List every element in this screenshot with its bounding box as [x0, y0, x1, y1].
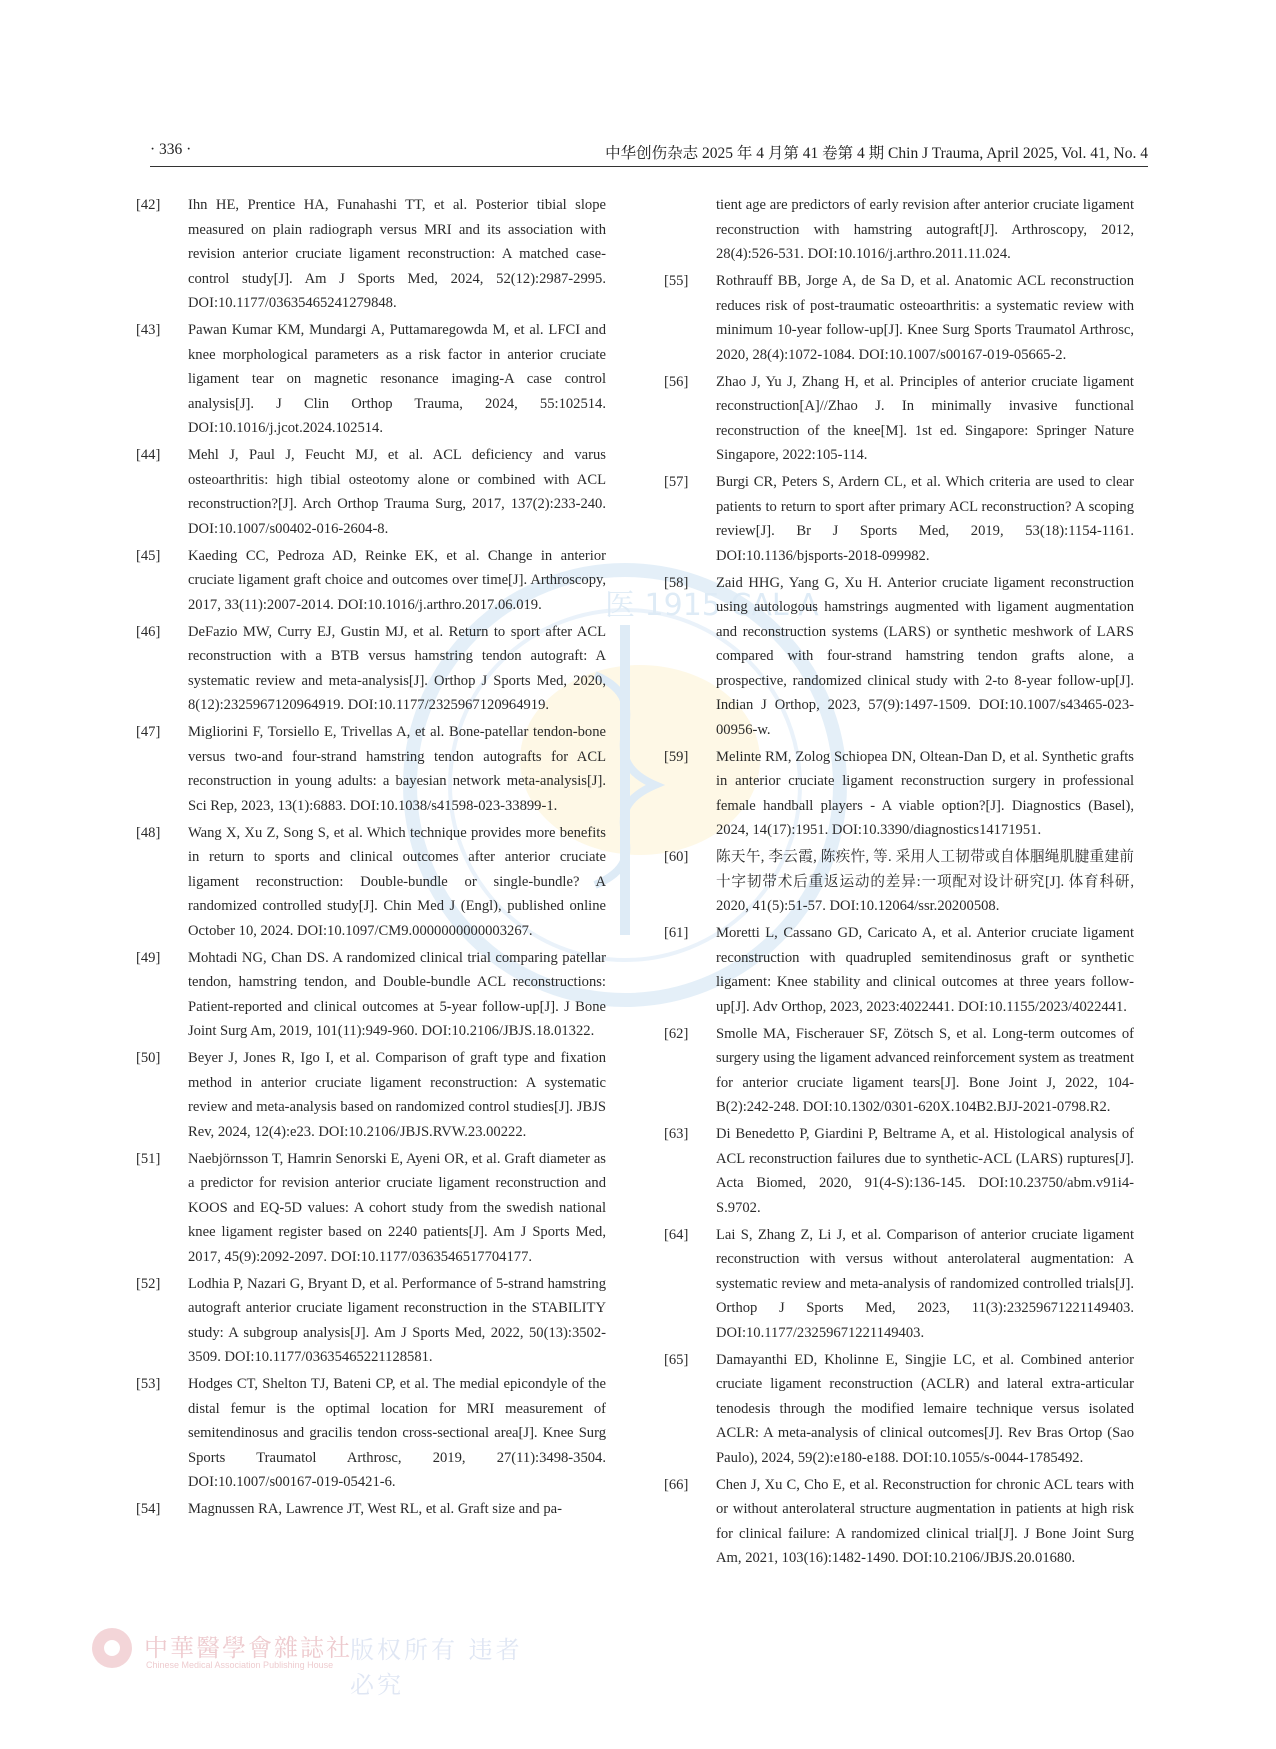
reference-number: [52] — [136, 1275, 161, 1292]
reference-text: Naebjörnsson T, Hamrin Senorski E, Ayeni OR, et al. Graft diameter as a predictor for revision anterior cruciate ligament reconstruction and KOOS and EQ-5D values: A cohort study from the swedish national knee ligament register based on 2240 patients[J]. Am J Sports Med, 2017, 45(9):2092-2097. DOI:10.1177/0363546517704177. — [188, 1150, 606, 1265]
reference-number: [53] — [136, 1376, 161, 1392]
reference-text: Smolle MA, Fischerauer SF, Zötsch S, et al. Long-term outcomes of surgery using the ligament advanced reinforcement system as treatment for anterior cruciate ligament tears[J]. Bone Joint J, 2022, 104-B(2):242-248. DOI:10.1302/0301-620X.104B2.BJJ-2021-0798.R2. — [716, 1025, 1134, 1115]
reference-text: Pawan Kumar KM, Mundargi A, Puttamaregowda M, et al. LFCI and knee morphological parameters as a risk factor in anterior cruciate ligament tear on magnetic resonance imaging-A case control analysis[J]. J Clin Orthop Trauma, 2024, 55:102514. DOI:10.1016/j.jcot.2024.102514. — [188, 322, 606, 436]
reference-text: Moretti L, Cassano GD, Caricato A, et al. Anterior cruciate ligament reconstruction with quadrupled semitendinosus graft or synthetic ligament: Knee stability and clinical outcomes at three years follow-up[J]. Adv Orthop, 2023, 2023:4022441. DOI:10.1155/2023/4022441. — [716, 925, 1134, 1015]
reference-text: Mehl J, Paul J, Feucht MJ, et al. ACL deficiency and varus osteoarthritis: high tibial osteotomy alone or combined with ACL reconstruction?[J]. Arch Orthop Trauma Surg, 2017, 137(2):233-240. DOI:10.1007/s00402-016-2604-8. — [188, 447, 606, 537]
reference-number: [61] — [664, 925, 689, 941]
reference-text: Damayanthi ED, Kholinne E, Singjie LC, et al. Combined anterior cruciate ligament reconstruction (ACLR) and lateral extra-articular tenodesis through the modified lemaire technique versus isolated ACLR: A meta-analysis of clinical outcomes[J]. Rev Bras Ortop (Sao Paulo), 2024, 59(2):e180-e188. DOI:10.1055/s-0044-1785492. — [716, 1351, 1134, 1466]
reference-number: [62] — [664, 1025, 689, 1042]
reference-item — [136, 1272, 606, 1370]
reference-item — [136, 443, 606, 541]
reference-item — [664, 269, 1134, 367]
page-number: · 336 · — [150, 141, 192, 158]
reference-item — [136, 1497, 606, 1522]
reference-number: [55] — [664, 273, 689, 289]
reference-item — [136, 1147, 606, 1270]
reference-number: [51] — [136, 1150, 161, 1167]
reference-item — [664, 470, 1134, 568]
reference-text: Rothrauff BB, Jorge A, de Sa D, et al. Anatomic ACL reconstruction reduces risk of post-traumatic osteoarthritis: a systematic review with minimum 10-year follow-up[J]. Knee Surg Sports Traumatol Arthrosc, 2020, 28(4):1072-1084. DOI:10.1007/s00167-019-05665-2. — [716, 273, 1134, 363]
seal-text: 医 1915 CAL A — [605, 588, 819, 623]
reference-text: Burgi CR, Peters S, Ardern CL, et al. Which criteria are used to clear patients to return to sport after primary ACL reconstruction? A scoping review[J]. Br J Sports Med, 2019, 53(18):1154-1161. DOI:10.1136/bjsports-2018-099982. — [716, 474, 1134, 564]
reference-number: [45] — [136, 547, 161, 564]
reference-item — [664, 745, 1134, 843]
reference-item — [136, 720, 606, 818]
reference-number: [60] — [664, 849, 689, 865]
reference-item — [136, 946, 606, 1044]
reference-item — [136, 318, 606, 441]
reference-number: [65] — [664, 1351, 689, 1368]
reference-number: [66] — [664, 1476, 689, 1493]
reference-item — [136, 620, 606, 718]
reference-text: Zhao J, Yu J, Zhang H, et al. Principles of anterior cruciate ligament reconstruction[A]//Zhao J. In minimally invasive functional reconstruction of the knee[M]. 1st ed. Singapore: Springer Nature Singapore, 2022:105-114. — [716, 373, 1134, 463]
reference-text: Migliorini F, Torsiello E, Trivellas A, et al. Bone-patellar tendon-bone versus two-and four-strand hamstring tendon autografts for ACL reconstruction in young adults: a bayesian network meta-analysis[J]. Sci Rep, 2023, 13(1):6883. DOI:10.1038/s41598-023-33899-1. — [188, 724, 606, 814]
reference-item — [664, 1022, 1134, 1120]
reference-text: Kaeding CC, Pedroza AD, Reinke EK, et al. Change in anterior cruciate ligament graft choice and outcomes over time[J]. Arthroscopy, 2017, 33(11):2007-2014. DOI:10.1016/j.arthro.2017.06.019. — [188, 547, 606, 613]
header-rule — [150, 166, 1148, 167]
reference-text: Ihn HE, Prentice HA, Funahashi TT, et al. Posterior tibial slope measured on plain radiograph versus MRI and its association with revision anterior cruciate ligament reconstruction: A matched case-control study[J]. Am J Sports Med, 2024, 52(12):2987-2995. DOI:10.1177/03635465241279848. — [188, 197, 606, 311]
flower-logo-icon — [88, 1624, 136, 1672]
reference-number: [49] — [136, 949, 161, 966]
reference-number: [58] — [664, 574, 689, 591]
publisher-logo-watermark — [88, 1624, 548, 1699]
reference-item — [664, 921, 1134, 1019]
reference-item — [664, 370, 1134, 468]
reference-text: Lodhia P, Nazari G, Bryant D, et al. Performance of 5-strand hamstring autograft anterior cruciate ligament reconstruction in the STABILITY study: A subgroup analysis[J]. Am J Sports Med, 2022, 50(13):3502-3509. DOI:10.1177/03635465221128581. — [188, 1275, 606, 1365]
reference-number: [42] — [136, 197, 161, 213]
reference-text: Magnussen RA, Lawrence JT, West RL, et al. Graft size and pa- — [188, 1501, 562, 1517]
reference-item — [664, 1473, 1134, 1571]
reference-item — [664, 845, 1134, 919]
reference-item — [664, 571, 1134, 743]
reference-number: [56] — [664, 373, 689, 390]
journal-citation: 中华创伤杂志 2025 年 4 月第 41 卷第 4 期 Chin J Trauma, April 2025, Vol. 41, No. 4 — [605, 145, 1148, 162]
copyright-notice: 版权所有 违者必究 — [350, 1636, 523, 1699]
reference-column-left — [136, 193, 606, 1524]
reference-item — [136, 544, 606, 618]
reference-text: DeFazio MW, Curry EJ, Gustin MJ, et al. Return to sport after ACL reconstruction with a BTB versus hamstring tendon autograft: A systematic review and meta-analysis[J]. Orthop J Sports Med, 2020, 8(12):2325967120964919. DOI:10.1177/2325967120964919. — [188, 623, 606, 713]
reference-item — [136, 1046, 606, 1144]
reference-item — [664, 1348, 1134, 1471]
reference-number: [57] — [664, 474, 689, 490]
reference-number: [48] — [136, 824, 161, 841]
reference-text: 陈天午, 李云霞, 陈疾忤, 等. 采用人工韧带或自体腘绳肌腱重建前十字韧带术后重返运动的差异:一项配对设计研究[J]. 体育科研, 2020, 41(5):51-57. DOI:10.12064/ssr.20200508. — [716, 849, 1134, 914]
reference-number: [47] — [136, 724, 161, 740]
reference-item — [136, 193, 606, 316]
reference-number: [59] — [664, 748, 689, 765]
reference-number: [43] — [136, 322, 161, 338]
reference-number: [44] — [136, 447, 161, 463]
publisher-name-en: Chinese Medical Association Publishing House — [146, 1660, 334, 1670]
reference-column-right — [664, 193, 1134, 1573]
reference-text: Wang X, Xu Z, Song S, et al. Which technique provides more benefits in return to sports and clinical outcomes after anterior cruciate ligament reconstruction: Double-bundle or single-bundle? A randomized controlled study[J]. Chin Med J (Engl), published online October 10, 2024. DOI:10.1097/CM9.0000000000003267. — [188, 824, 606, 939]
reference-text: Di Benedetto P, Giardini P, Beltrame A, et al. Histological analysis of ACL reconstruction failures due to synthetic-ACL (LARS) ruptures[J]. Acta Biomed, 2020, 91(4-S):136-145. DOI:10.23750/abm.v91i4-S.9702. — [716, 1126, 1134, 1216]
reference-text: Mohtadi NG, Chan DS. A randomized clinical trial comparing patellar tendon, hamstring tendon, and Double-bundle ACL reconstructions: Patient-reported and clinical outcomes at 5-year follow-up[J]. J Bone Joint Surg Am, 2019, 101(11):949-960. DOI:10.2106/JBJS.18.01322. — [188, 949, 606, 1039]
reference-number: [54] — [136, 1501, 161, 1517]
reference-number: [64] — [664, 1226, 689, 1243]
reference-item — [136, 821, 606, 944]
reference-text: Hodges CT, Shelton TJ, Bateni CP, et al. The medial epicondyle of the distal femur is the optimal location for MRI measurement of semitendinosus and gracilis tendon cross-sectional area[J]. Knee Surg Sports Traumatol Arthrosc, 2019, 27(11):3498-3504. DOI:10.1007/s00167-019-05421-6. — [188, 1376, 606, 1490]
reference-item — [664, 1122, 1134, 1220]
publisher-name-cn: 中華醫學會雜誌社 — [144, 1634, 352, 1662]
reference-text: Melinte RM, Zolog Schiopea DN, Oltean-Dan D, et al. Synthetic grafts in anterior cruciate ligament reconstruction surgery in professional female handball players - A viable option?[J]. Diagnostics (Basel), 2024, 14(17):1951. DOI:10.3390/diagnostics14171951. — [716, 748, 1134, 838]
reference-number: [63] — [664, 1126, 689, 1142]
reference-item — [136, 1372, 606, 1495]
reference-continuation: tient age are predictors of early revision after anterior cruciate ligament reconstruction with hamstring autograft[J]. Arthroscopy, 2012, 28(4):526-531. DOI:10.1016/j.arthro.2011.11.024. — [716, 197, 1134, 262]
reference-number: [46] — [136, 623, 161, 640]
reference-text: Lai S, Zhang Z, Li J, et al. Comparison of anterior cruciate ligament reconstruction with versus without anterolateral augmentation: A systematic review and meta-analysis of randomized controlled trials[J]. Orthop J Sports Med, 2023, 11(3):23259671221149403. DOI:10.1177/23259671221149403. — [716, 1226, 1134, 1341]
reference-text: Beyer J, Jones R, Igo I, et al. Comparison of graft type and fixation method in anterior cruciate ligament reconstruction: A systematic review and meta-analysis based on randomized control studies[J]. JBJS Rev, 2024, 12(4):e23. DOI:10.2106/JBJS.RVW.23.00222. — [188, 1050, 606, 1140]
reference-number: [50] — [136, 1050, 161, 1066]
reference-item — [664, 1223, 1134, 1346]
reference-text: Chen J, Xu C, Cho E, et al. Reconstruction for chronic ACL tears with or without anterolateral structure augmentation in patients at high risk for clinical failure: A randomized clinical trial[J]. J Bone Joint Surg Am, 2021, 103(16):1482-1490. DOI:10.2106/JBJS.20.01680. — [716, 1476, 1134, 1566]
reference-text: Zaid HHG, Yang G, Xu H. Anterior cruciate ligament reconstruction using autologous hamstrings augmented with ligament augmentation and reconstruction systems (LARS) or synthetic meshwork of LARS compared with four-strand hamstring tendon grafts alone, a prospective, randomized clinical study with 2-to 8-year follow-up[J]. Indian J Orthop, 2023, 57(9):1497-1509. DOI:10.1007/s43465-023-00956-w. — [716, 574, 1134, 738]
